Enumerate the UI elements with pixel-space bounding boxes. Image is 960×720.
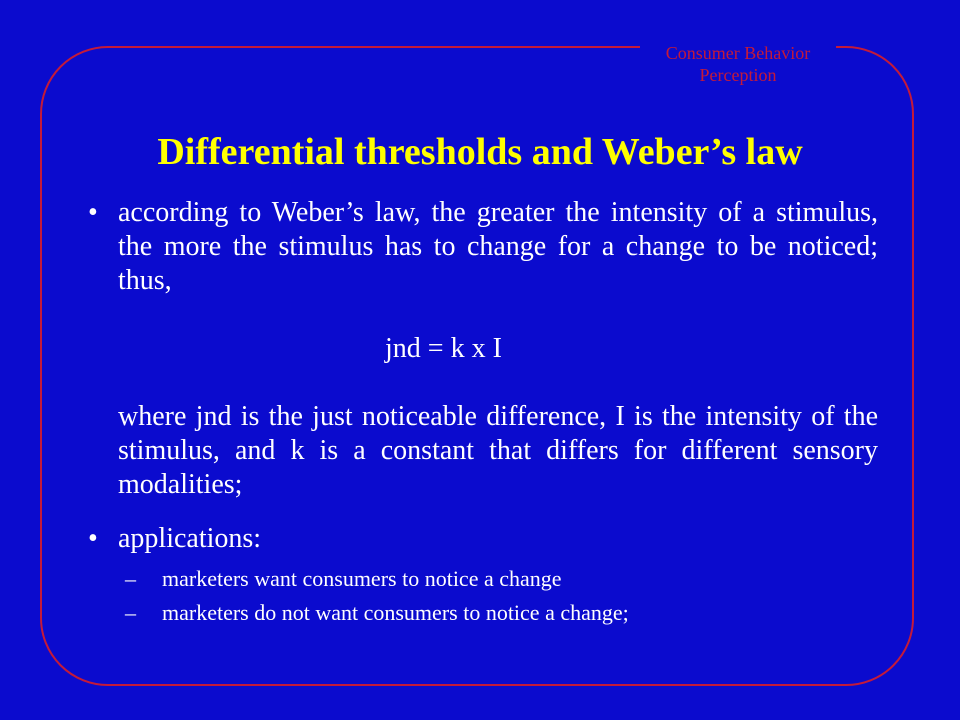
bullet-list <box>88 196 878 630</box>
bullet-marker: • <box>88 197 98 228</box>
bullet-marker: • <box>88 523 98 554</box>
sub-bullet-list <box>118 562 878 630</box>
sub-bullet-text: marketers do not want consumers to notice a change; <box>162 600 629 625</box>
bullet-item-applications <box>88 522 878 630</box>
bullet-continuation: where jnd is the just noticeable difference, I is the intensity of the stimulus, and k is a constant that differs for different sensory modalities; <box>118 401 878 500</box>
header-topic: Perception <box>699 65 777 85</box>
bullet-text: according to Weber’s law, the greater the intensity of a stimulus, the more the stimulus has to change for a change to be noticed; thus, <box>118 197 878 296</box>
dash-marker: – <box>125 566 136 591</box>
bullet-item-webers-law <box>88 196 878 502</box>
slide-title: Differential thresholds and Weber’s law <box>157 131 803 173</box>
sub-bullet-text: marketers want consumers to notice a change <box>162 566 562 591</box>
slide-header <box>640 38 836 94</box>
dash-marker: – <box>125 600 136 625</box>
sub-bullet-item <box>118 596 878 630</box>
sub-bullet-item <box>118 562 878 596</box>
bullet-text: applications: <box>118 523 262 554</box>
header-course-name: Consumer Behavior <box>665 43 811 63</box>
formula: jnd = k x I <box>385 333 502 364</box>
